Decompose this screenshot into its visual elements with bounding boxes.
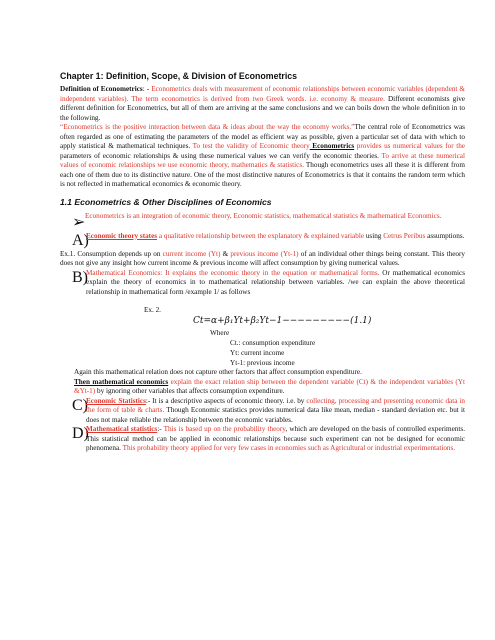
item-d-text: [86, 425, 465, 454]
item-c-mark: C): [72, 396, 88, 414]
item-b: [60, 269, 465, 298]
item-a-bold: Economic theory states: [86, 231, 158, 240]
quote-red: “Econometrics is the positive interaction between data & ideas about the way the economy works.”: [60, 123, 355, 131]
item-d-black-2: , which are developed on the basis of controlled experiments. This statistical method can be applied in economic relationships because such experiment can not be designed for economic phenomena.: [86, 425, 465, 452]
section-title: 1.1 Econometrics & Other Disciplines of Economics: [60, 196, 272, 207]
item-d: [60, 425, 465, 454]
ex1-black-2: &: [220, 249, 231, 258]
quote-bold-econometrics: Econometrics: [309, 142, 355, 150]
item-c-red-1: collecting, processing and presenting economic data in the form of table & charts.: [86, 396, 466, 414]
item-c: [60, 397, 465, 426]
item-d-red-2: This probability theory applied for very few cases in economies such as Agricultural or industrial experimentations.: [122, 444, 456, 452]
quote-red-arrive: To arrive at these numerical values of economic relationships we use economic theory, mathematics & statistics.: [60, 151, 465, 169]
definition-yt: Yt: current income: [230, 349, 285, 357]
definition-yt-1: Yt-1: previous income: [230, 359, 295, 367]
then-bold: Then mathematical economics: [74, 377, 169, 386]
variable-definitions: [60, 338, 465, 368]
then-black: by ignoring other variables that affects consumption expenditure.: [95, 387, 285, 395]
item-b-red: Mathematical Economics: It explains the economic theory in the equation or mathematical forms.: [86, 268, 380, 277]
bullet-arrow-icon: ➢: [72, 213, 86, 231]
chapter-title: Chapter 1: Definition, Scope, & Division of Econometrics: [60, 71, 298, 81]
item-a-mark: A): [72, 231, 89, 249]
item-d-mark: D): [72, 425, 89, 442]
item-a-red: a qualitative relationship between the explanatory & explained variable: [157, 231, 365, 240]
equation: Ct=α+β₁Yt+β₂Yt−1−−−−−−−−−(1.1): [193, 316, 372, 326]
item-a-black: using: [364, 231, 384, 240]
quote-black-2: parameters of economic relationships & using these numerical values we can verify the economic theories.: [60, 151, 382, 160]
item-c-black-1: :- It is a descriptive aspects of economic theory. i.e. by: [145, 396, 307, 405]
item-d-bold: Mathematical statistics: [86, 425, 158, 433]
item-d-black-1: :-: [157, 425, 164, 433]
definition-red-2: The term econometrics is derived from two Greek words. i.e. economy & measure.: [128, 94, 385, 103]
item-a: [60, 232, 465, 250]
item-c-bold: Economic Statistics: [86, 396, 146, 405]
item-b-black: Or mathematical economics explain the theory of economics in to mathematical relationship between variables. /we can explain the above theoretical relationship in mathematical form /example 1/ as follows: [86, 268, 465, 296]
ex1-red-1: current income (Yt): [162, 249, 221, 258]
then-paragraph: [60, 378, 465, 397]
again-paragraph: Again this mathematical relation does not capture other factors that affect consumption expenditure.: [74, 368, 362, 376]
item-a-black-2: assumptions.: [425, 231, 465, 240]
item-a-red-2: Cetrus Peribus: [383, 231, 426, 240]
ex1-black-1: Ex.1. Consumption depends up on: [60, 249, 163, 258]
definition-lead: Definition of Econometrics: [60, 85, 143, 93]
item-a-text: [86, 232, 465, 250]
ex1-red-2: previous income (Yt-1): [230, 249, 299, 258]
example-2-label: Ex. 2.: [144, 306, 161, 314]
where-label: Where: [210, 329, 230, 337]
then-red: explain the exact relation ship between the dependent variable (Ct) & the independent variables (Yt &Yt-1): [74, 377, 465, 395]
item-c-text: [86, 397, 465, 426]
quote-red-test: To test the validity of Economic theory: [192, 142, 310, 150]
definition-paragraph: [60, 85, 465, 123]
quote-red-provides: provides us numerical values for the: [354, 142, 465, 150]
definition-black-1: Different economists give different definition for Econometrics, but all of them are arriving at the same conclusions and we can boils down the whole definition in to the following.: [60, 94, 465, 122]
item-d-red-1: This is based up on the probability theory: [163, 425, 286, 433]
definition-sep: : -: [142, 85, 152, 93]
quote-black-3: Though econometrics uses all these it is different from each one of them due to its distinctive nature. One of the most distinctive natures of Econometrics is that it contains the random term which is not reflected in mathematical economics & economic theory.: [60, 161, 465, 188]
equation-block: [60, 305, 465, 368]
item-b-text: [86, 269, 465, 298]
quote-paragraph: [60, 123, 465, 190]
definition-red-1: Econometrics deals with measurement of economic relationships between economic variables (dependent & independent variables).: [60, 85, 466, 103]
quote-black-1: The central role of Econometrics was often regarded as one of estimating the parameters of the model as efficient way as possible, given a particular set of data with which to apply statistical & mathematical techniques.: [60, 123, 465, 150]
ex1-black-3: of an individual other things being constant. This theory does not give any insight how current income & previous income will affect consumption by giving numerical values.: [60, 249, 466, 267]
item-b-mark: B): [72, 268, 88, 286]
example-1-paragraph: [60, 250, 465, 269]
bullet-text: Econometrics is an integration of economic theory, Economic statistics, mathematical statistics & mathematical Economics.: [85, 211, 442, 220]
bullet-item: [60, 212, 465, 232]
item-c-black-2: Though Economic statistics provides numerical data like mean, median - standard deviation etc. but it does not make reliable the relationship between the economic variables.: [86, 406, 465, 424]
definition-ct: Ct.: consumption expenditure: [230, 339, 316, 347]
